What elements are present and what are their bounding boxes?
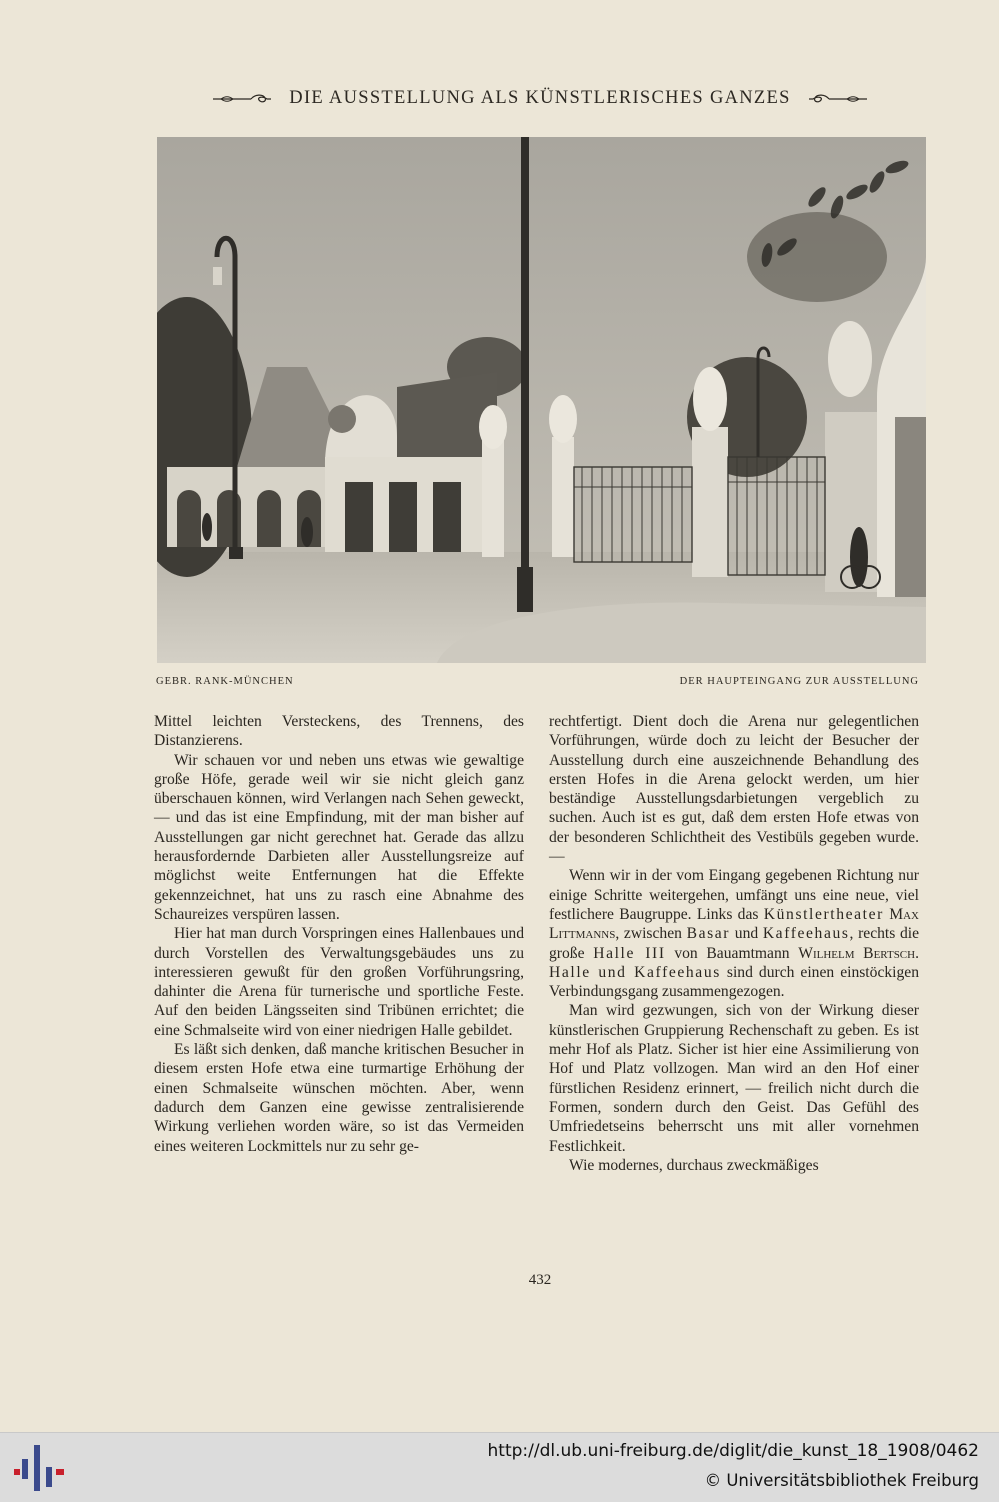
spaced-term: Kaffeehaus xyxy=(762,925,850,943)
paragraph: Wie modernes, durchaus zweckmäßiges xyxy=(569,1156,819,1174)
person-name: Max Littmanns xyxy=(549,905,919,943)
text-run: Wenn wir in der vom Eingang gegebenen Richtung nur einige Schritte weitergehen, umfängt uns eine neue, viel festlichere Baugruppe. Links das xyxy=(549,867,919,923)
page-number: 432 xyxy=(528,1272,552,1288)
photo-main-entrance xyxy=(157,137,926,663)
viewer-footer xyxy=(0,1432,999,1502)
left-ornament-icon xyxy=(211,92,273,106)
paragraph: Hier hat man durch Vorspringen eines Hallenbaues und durch Vorstellen des Verwaltungsgebäudes uns zu interessieren gewußt für den großen Vorführungsring, dahinter die Arena für turnerische und sportliche Feste. Auf den beiden Längsseiten sind Tribünen errichtet; die eine Schmalseite wird von einer niedrigen Halle gebildet. xyxy=(154,925,524,1039)
right-ornament-icon xyxy=(807,92,869,106)
header-title: DIE AUSSTELLUNG ALS KÜNSTLERISCHES GANZES xyxy=(289,88,791,109)
paragraph: rechtfertigt. Dient doch die Arena nur gelegentlichen Vorführungen, würde doch zu leicht der Besucher der Ausstellung durch eine auszeichnende Behandlung des ersten Hofes in die Arena gelockt werden, um hier beständige Ausstellungsdarbietungen vergeblich zu suchen. Auch ist es gut, daß dem ersten Hofe etwas von der besonderen Schlichtheit des Vestibüls gegeben wurde. — xyxy=(549,713,919,866)
paragraph: Man wird gezwungen, sich von der Wirkung dieser künstlerischen Gruppierung Rechenschaft zu geben. Es ist mehr Hof als Platz. Sicher ist hier eine Assimilierung von Hof und Platz vollzogen. Man wird an den Hof einer fürstlichen Residenz erinnert, — freilich nicht durch die Formen, sondern durch den Geist. Das Gefühl des Umfriedetseins beherrscht uns mit aller vornehmen Festlichkeit. xyxy=(549,1002,919,1155)
photo-illustration xyxy=(157,137,926,663)
copyright-notice: © Universitätsbibliothek Freiburg xyxy=(704,1471,979,1490)
text-run: sind durch einen einstöckigen Verbindungsgang zusammengezogen. xyxy=(549,963,920,1001)
text-run: . xyxy=(915,944,919,962)
text-column-left xyxy=(154,712,524,1156)
person-name: Wilhelm Bertsch xyxy=(798,944,916,962)
paragraph xyxy=(549,866,919,1001)
text-run: von Bauamtmann xyxy=(674,944,790,962)
spaced-term: Basar xyxy=(686,925,731,943)
text-run: , rechts die große xyxy=(549,925,920,962)
photo-credit: GEBR. RANK-MÜNCHEN xyxy=(156,676,294,687)
text-column-right xyxy=(549,712,919,1175)
text-run: , zwischen xyxy=(615,925,682,943)
document-url-link[interactable]: http://dl.ub.uni-freiburg.de/diglit/die_kunst_18_1908/0462 xyxy=(487,1441,979,1461)
paragraph: Es läßt sich denken, daß manche kritischen Besucher in diesem ersten Hofe etwa eine turmartige Erhöhung der einen Schmalseite wünschen möchten. Aber, wenn dadurch dem Ganzen eine gewisse zentralisierende Wirkung verliehen worden wäre, so ist das Vermeiden eines weiteren Lockmittels nur zu sehr ge- xyxy=(154,1041,524,1155)
text-run: und xyxy=(734,925,759,943)
spaced-term: Künstlertheater xyxy=(763,905,884,923)
ub-freiburg-logo-icon xyxy=(14,1445,64,1491)
spaced-term: Halle III xyxy=(593,944,666,962)
spaced-term: Halle und Kaffeehaus xyxy=(549,963,721,981)
running-header xyxy=(150,88,930,116)
paragraph: Mittel leichten Versteckens, des Trennens, des Distanzierens. xyxy=(154,713,524,750)
photo-caption: DER HAUPTEINGANG ZUR AUSSTELLUNG xyxy=(679,676,919,687)
paragraph: Wir schauen vor und neben uns etwas wie gewaltige große Höfe, gerade weil wir sie nicht gleich ganz überschauen können, wird Verlangen nach Sehen geweckt, — und das ist eine Empfindung, mit der man bisher auf Ausstellungen gar nicht gerechnet hat. Gerade das allzu herausfordernde Darbieten aller Ausstellungsreize auf möglichst weite Entfernungen hat die Effekte gekennzeichnet, hat uns zu rasch eine Abnahme des Schaureizes verspüren lassen. xyxy=(154,751,524,923)
